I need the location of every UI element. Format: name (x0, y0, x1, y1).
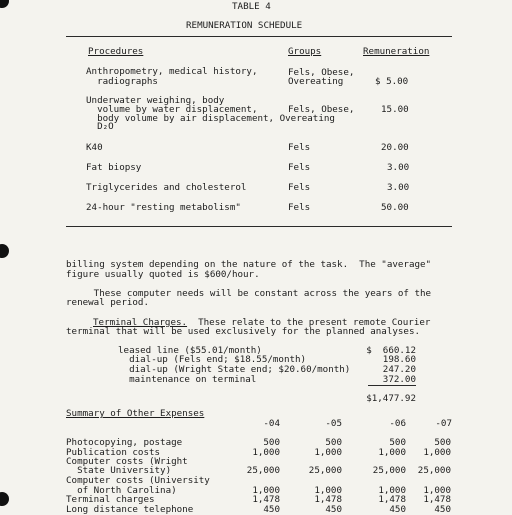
expense-value: 500 (389, 437, 406, 448)
expense-value: 1,000 (314, 447, 342, 458)
expense-value: 1,000 (252, 447, 280, 458)
terminal-charges-text: These relate to the present remote Courier (187, 317, 431, 328)
charge-label: leased line ($55.01/month) (118, 345, 262, 356)
expense-value: 25,000 (308, 465, 342, 476)
table-caption: TABLE 4 (232, 1, 271, 12)
expense-value: 25,000 (246, 465, 280, 476)
header-remuneration: Remuneration (363, 46, 430, 57)
expense-label: Photocopying, postage (66, 437, 183, 448)
row-group-line: Fels (288, 142, 311, 153)
expense-value: 1,000 (423, 447, 451, 458)
row-procedure-line: Fat biopsy (86, 162, 142, 173)
expense-value: 25,000 (417, 465, 451, 476)
charge-total: $1,477.92 (366, 393, 416, 404)
expense-value: 1,000 (252, 485, 280, 496)
table-title: REMUNERATION SCHEDULE (186, 20, 303, 31)
expense-label: of North Carolina) (66, 485, 177, 496)
row-group-line: Fels (288, 162, 311, 173)
row-procedure-line: Triglycerides and cholesterol (86, 182, 247, 193)
year-header: -07 (435, 418, 452, 429)
row-procedure-line: D₂O (86, 121, 114, 132)
expense-value: 500 (263, 437, 280, 448)
row-amount: 3.00 (387, 182, 410, 193)
expense-label: State University) (66, 465, 172, 476)
row-group-line: Overeating (288, 76, 344, 87)
row-procedure-line: Underwater weighing, body (86, 95, 225, 106)
expense-value: 500 (325, 437, 342, 448)
table-bottom-rule (66, 226, 452, 227)
row-procedure-line: body volume by air displacement, Overeating (86, 113, 335, 124)
paragraph-line: renewal period. (66, 297, 149, 308)
terminal-charges-heading: Terminal Charges. (93, 317, 188, 328)
expense-value: 500 (434, 437, 451, 448)
header-procedures: Procedures (88, 46, 144, 57)
paragraph-line: figure usually quoted is $600/hour. (66, 269, 260, 280)
paragraph-line: terminal that will be used exclusively for the planned analyses. (66, 326, 421, 337)
binder-hole (0, 492, 9, 506)
expense-value: 25,000 (372, 465, 406, 476)
row-amount: 3.00 (387, 162, 410, 173)
row-procedure-line: volume by water displacement, (86, 104, 258, 115)
expense-value: 1,000 (314, 485, 342, 496)
other-expenses-heading: Summary of Other Expenses (66, 408, 205, 419)
binder-hole (0, 244, 9, 258)
expense-label: Long distance telephone (66, 504, 194, 515)
charge-amount: 198.60 (382, 354, 416, 365)
row-amount: $ 5.00 (375, 76, 409, 87)
expense-label: Computer costs (University (66, 475, 210, 486)
row-procedure-line: radiographs (86, 76, 158, 87)
expense-value: 1,000 (378, 447, 406, 458)
row-group-line: Fels, Obese, (288, 104, 355, 115)
year-header: -05 (325, 418, 342, 429)
expense-value: 450 (325, 504, 342, 515)
expense-value: 450 (434, 504, 451, 515)
paragraph-line: These computer needs will be constant across the years of the (66, 288, 432, 299)
year-header: -04 (263, 418, 280, 429)
expense-value: 1,478 (252, 494, 280, 505)
sum-rule (368, 385, 416, 386)
paragraph-line: billing system depending on the nature of the task. The "average" (66, 259, 432, 270)
charge-amount: 247.20 (382, 364, 416, 375)
expense-value: 1,478 (423, 494, 451, 505)
expense-value: 1,000 (378, 485, 406, 496)
row-group-line: Fels (288, 182, 311, 193)
year-header: -06 (389, 418, 406, 429)
expense-label: Computer costs (Wright (66, 456, 188, 467)
header-groups: Groups (288, 46, 322, 57)
row-procedure-line: K40 (86, 142, 103, 153)
row-amount: 15.00 (381, 104, 409, 115)
row-group-line: Fels, Obese, (288, 67, 355, 78)
row-group-line: Fels (288, 202, 311, 213)
row-procedure-line: Anthropometry, medical history, (86, 66, 258, 77)
charge-label: maintenance on terminal (118, 374, 257, 385)
expense-value: 450 (263, 504, 280, 515)
charge-label: dial-up (Wright State end; $20.60/month) (118, 364, 351, 375)
row-amount: 20.00 (381, 142, 409, 153)
charge-amount: $ 660.12 (366, 345, 416, 356)
expense-value: 1,000 (423, 485, 451, 496)
charge-amount: 372.00 (382, 374, 416, 385)
expense-value: 1,478 (314, 494, 342, 505)
expense-value: 450 (389, 504, 406, 515)
expense-value: 1,478 (378, 494, 406, 505)
expense-label: Publication costs (66, 447, 161, 458)
row-procedure-line: 24-hour "resting metabolism" (86, 202, 241, 213)
table-top-rule (66, 36, 452, 37)
expense-label: Terminal charges (66, 494, 155, 505)
charge-label: dial-up (Fels end; $18.55/month) (118, 354, 307, 365)
binder-hole (0, 0, 9, 8)
row-amount: 50.00 (381, 202, 409, 213)
